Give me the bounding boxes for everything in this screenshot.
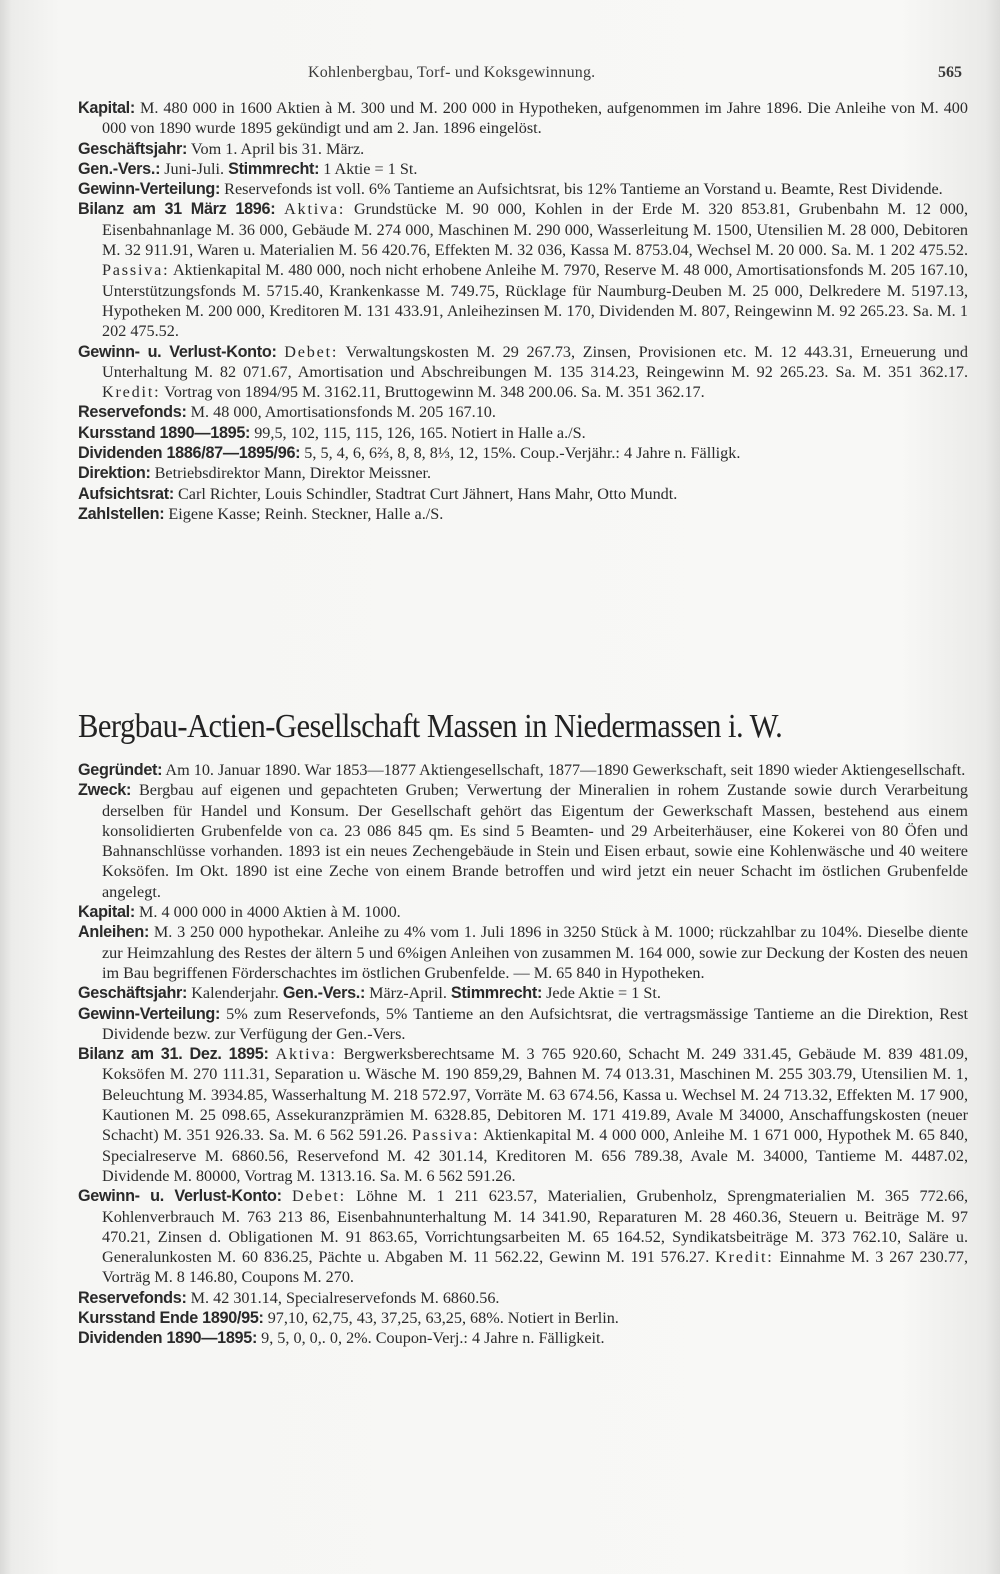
page-number: 565 (938, 64, 962, 81)
entry-aufsichtsrat: Aufsichtsrat: Carl Richter, Louis Schindler, Stadtrat Curt Jähnert, Hans Mahr, Otto Mundt. (78, 484, 678, 503)
entry-reservefonds: Reservefonds: M. 48 000, Amortisationsfonds M. 205 167.10. (78, 403, 496, 422)
entry-gegruendet: Gegründet: Am 10. Januar 1890. War 1853—1877 Aktiengesellschaft, 1877—1890 Gewerkschaft, seit 1890 wieder Aktiengesellschaft. (78, 761, 966, 779)
entry-zahlstellen: Zahlstellen: Eigene Kasse; Reinh. Steckner, Halle a./S. (78, 504, 444, 523)
entry-gewinn-verteilung: Gewinn-Verteilung: Reservefonds ist voll. 6% Tantieme an Aufsichtsrat, bis 12% Tantieme an Vorstand u. Beamte, Rest Dividende. (78, 180, 943, 199)
entry-bilanz: Bilanz am 31. Dez. 1895: Aktiva: Bergwerksberechtsame M. 3 765 920.60, Schacht M. 249 331.45, Gebäude M. 839 481.09, Koksöfen M. 270 111.31, Separation u. Wäsche M. 190 859,29, Bahnen M. 74 013.31, Maschinen M. 255 303.79, Utensilien M. 1, Beleuchtung M. 3934.85, Wasserhaltung M. 218 572.97, Vorräte M. 63 674.56, Kassa u. Wechsel M. 24 713.32, Effekten M. 17 900, Kautionen M. 25 098.65, Assekuranzprämien M. 6328.85, Debitoren M. 171 419.89, Avale M 34000, Anschaffungskosten (neuer Schacht) M. 351 926.33. Sa. M. 6 562 591.26. Passiva: Aktienkapital M. 4 000 000, Anleihe M. 1 671 000, Hypothek M. 65 840, Specialreserve M. 6860.56, Reservefond M. 42 301.14, Kreditoren M. 656 789.38, Avale M. 34000, Tantieme M. 4487.02, Dividende M. 80000, Vortrag M. 1313.16. Sa. M. 6 562 591.26. (78, 1045, 969, 1185)
entry-geschaeftsjahr: Geschäftsjahr: Vom 1. April bis 31. März. (78, 139, 365, 158)
running-head-title: Kohlenbergbau, Torf- und Koksgewinnung. (308, 64, 596, 81)
section-company-1 (78, 98, 968, 524)
entry-zweck: Zweck: Bergbau auf eigenen und gepachteten Gruben; Verwertung der Mineralien in rohem Zustande sowie durch Verarbeitung derselben für Handel und Konsum. Der Gesellschaft gehört das Eigentum der Gewerkschaft Massen, bestehend aus einem konsolidierten Grubenfelde von ca. 23 086 845 qm. Es sind 5 Beamten- und 29 Arbeiterhäuser, eine Kokerei von 80 Öfen und Bahnanschlüsse vorhanden. 1893 ist ein neues Zechengebäude in Stein und Eisen erbaut, sowie eine Kohlenwäsche und 40 weitere Koksöfen. Im Okt. 1890 ist eine Zeche von einem Brande betroffen und wird jetzt ein neuer Schacht im östlichen Grubenfelde angelegt. (78, 781, 969, 901)
entry-reservefonds: Reservefonds: M. 42 301.14, Specialreservefonds M. 6860.56. (78, 1288, 500, 1307)
entry-gewinn-verlust-konto: Gewinn- u. Verlust-Konto: Debet: Verwaltungskosten M. 29 267.73, Zinsen, Provisionen etc. M. 12 443.31, Erneuerung und Unterhaltung M. 82 071.67, Amortisation und Abschreibungen M. 135 314.23, Reingewinn M. 92 265.23. Sa. M. 351 362.17. Kredit: Vortrag von 1894/95 M. 3162.11, Bruttogewinn M. 348 200.06. Sa. M. 351 362.17. (78, 342, 968, 402)
entry-direktion: Direktion: Betriebsdirektor Mann, Direktor Meissner. (78, 464, 432, 483)
entry-gewinn-verlust-konto: Gewinn- u. Verlust-Konto: Debet: Löhne M. 1 211 623.57, Materialien, Grubenholz, Sprengmaterialien M. 365 772.66, Kohlenverbrauch M. 763 213 86, Eisenbahnunterhaltung M. 14 341.90, Reparaturen M. 28 460.36, Steuern u. Beiträge M. 97 470.21, Zinsen d. Obligationen M. 91 863.65, Vorrichtungsarbeiten M. 65 164.52, Syndikatsbeiträge M. 373 762.10, Saläre u. Generalunkosten M. 60 836.25, Pächte u. Abgaben M. 11 562.22, Gewinn M. 191 576.27. Kredit: Einnahme M. 3 267 230.77, Vorträg M. 8 146.80, Coupons M. 270. (78, 1187, 969, 1287)
entry-dividenden: Dividenden 1890—1895: 9, 5, 0, 0,. 0, 2%. Coupon-Verj.: 4 Jahre n. Fälligkeit. (78, 1329, 605, 1348)
entry-bilanz: Bilanz am 31 März 1896: Aktiva: Grundstücke M. 90 000, Kohlen in der Erde M. 320 853.81, Grubenbahn M. 12 000, Eisenbahnanlage M. 36 000, Gebäude M. 274 000, Maschinen M. 290 000, Wasserleitung M. 1500, Utensilien M. 28 000, Debitoren M. 32 911.91, Waren u. Materialien M. 56 420.76, Effekten M. 32 036, Kassa M. 8753.04, Wechsel M. 20 000. Sa. M. 1 202 475.52. Passiva: Aktienkapital M. 480 000, noch nicht erhobene Anleihe M. 7970, Reserve M. 48 000, Amortisationsfonds M. 205 167.10, Unterstützungsfonds M. 5715.40, Krankenkasse M. 749.75, Rücklage für Naumburg-Deuben M. 25 000, Delkredere M. 5197.13, Hypotheken M. 200 000, Kreditoren M. 131 433.91, Anleihezinsen M. 170, Dividenden M. 807, Reingewinn M. 92 265.23. Sa. M. 1 202 475.52. (78, 200, 968, 341)
entry-dividenden: Dividenden 1886/87—1895/96: 5, 5, 4, 6, 6⅔, 8, 8, 8⅓, 12, 15%. Coup.-Verjähr.: 4 Jahre n. Fälligk. (78, 444, 741, 463)
entry-gewinn-verteilung: Gewinn-Verteilung: 5% zum Reservefonds, 5% Tantieme an den Aufsichtsrat, die vertragsmässige Tantieme an die Direktion, Rest Dividende bezw. zur Verfügung der Gen.-Vers. (78, 1004, 968, 1043)
entry-geschaeftsjahr: Geschäftsjahr: Kalenderjahr. Gen.-Vers.: März-April. Stimmrecht: Jede Aktie = 1 St. (78, 984, 661, 1003)
company-heading: Bergbau-Actien-Gesellschaft Massen in Niedermassen i. W. (78, 708, 783, 745)
entry-anleihen: Anleihen: M. 3 250 000 hypothekar. Anleihe zu 4% vom 1. Juli 1896 in 3250 Stück à M. 1000; rückzahlbar zu 104%. Dieselbe diente zur Heimzahlung des Restes der ältern 5 und 6%igen Anleihen von zusammen M. 164 000, sowie zur Deckung der Kosten des neuen im Bau begriffenen Förderschachtes im östlichen Grubenfelde. — M. 65 840 in Hypotheken. (78, 923, 969, 982)
entry-gen-vers: Gen.-Vers.: Juni-Juli. Stimmrecht: 1 Aktie = 1 St. (78, 159, 418, 178)
section-company-2 (78, 760, 968, 1349)
entry-kursstand: Kursstand 1890—1895: 99,5, 102, 115, 115, 126, 165. Notiert in Halle a./S. (78, 423, 586, 442)
entry-kapital: Kapital: M. 480 000 in 1600 Aktien à M. 300 und M. 200 000 in Hypotheken, aufgenommen im Jahre 1896. Die Anleihe von M. 400 000 von 1890 wurde 1895 gekündigt und am 2. Jan. 1896 eingelöst. (78, 99, 968, 138)
entry-kursstand: Kursstand Ende 1890/95: 97,10, 62,75, 43, 37,25, 63,25, 68%. Notiert in Berlin. (78, 1309, 619, 1328)
entry-kapital: Kapital: M. 4 000 000 in 4000 Aktien à M. 1000. (78, 903, 401, 922)
